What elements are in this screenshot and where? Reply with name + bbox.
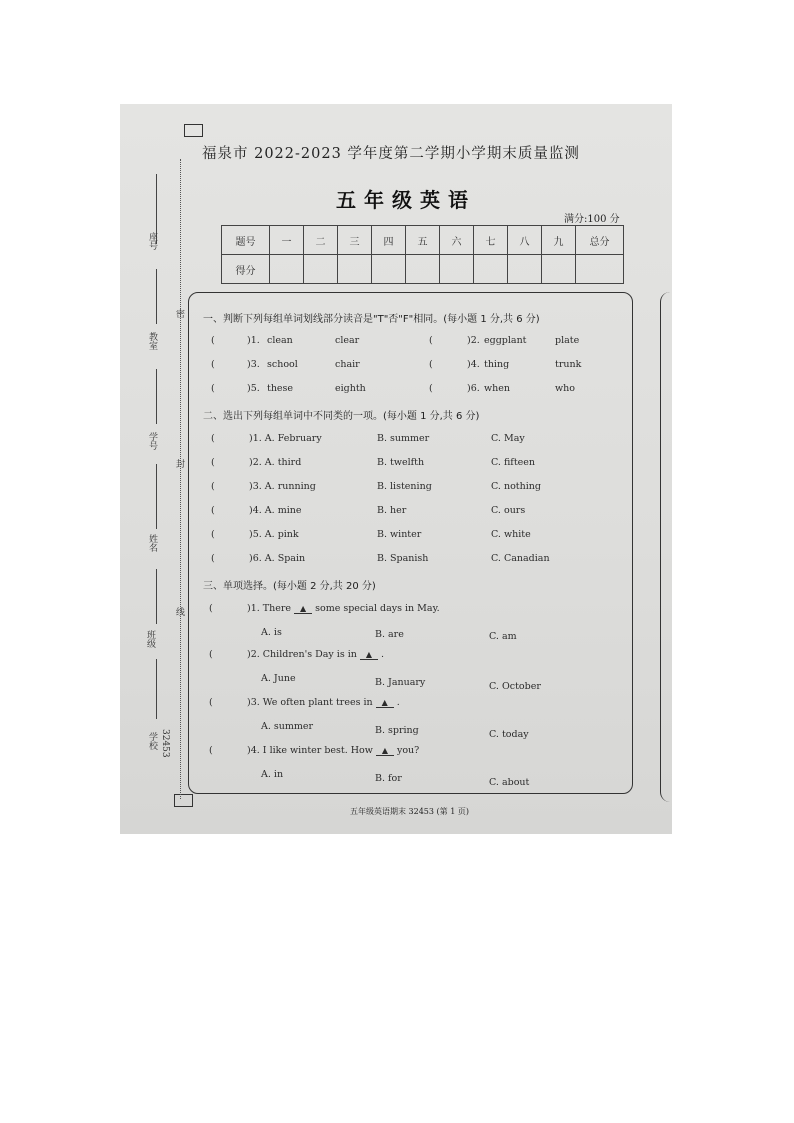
fill-line-name: [156, 464, 157, 529]
paren: (: [429, 359, 433, 370]
option-a: A. June: [261, 673, 296, 684]
score-cell: 一: [270, 226, 304, 255]
full-score: 满分:100 分: [564, 214, 620, 225]
label-name: 姓名: [147, 534, 157, 552]
option-a: )1. A. February: [249, 433, 322, 444]
stem-before: )1. There: [247, 603, 292, 614]
option-b: B. twelfth: [377, 457, 425, 468]
seal-text-mi: 密: [174, 309, 184, 318]
answer-blank[interactable]: ▲: [376, 746, 394, 756]
item-number: )2.: [467, 335, 480, 346]
option-a: A. summer: [261, 721, 314, 732]
option-b: B. summer: [377, 433, 430, 444]
score-cell: 八: [508, 226, 542, 255]
option-b: B. listening: [377, 481, 432, 492]
score-table-score-row: [222, 255, 624, 284]
word-a: school: [267, 359, 298, 370]
paren: (: [209, 745, 213, 756]
score-input[interactable]: [304, 255, 338, 284]
word-b: clear: [335, 335, 360, 346]
option-b: B. her: [377, 505, 407, 516]
answer-blank[interactable]: ▲: [294, 604, 312, 614]
question-stem: [247, 745, 419, 756]
option-c: C. white: [491, 529, 531, 540]
score-cell: 九: [542, 226, 576, 255]
stem-before: )2. Children's Day is in: [247, 649, 357, 660]
stem-after: you?: [396, 745, 420, 756]
paren: (: [211, 335, 215, 346]
corner-mark-bottom: [174, 794, 193, 807]
stem-after: .: [396, 697, 400, 708]
stem-after: .: [380, 649, 384, 660]
score-input[interactable]: [542, 255, 576, 284]
option-b: B. are: [375, 629, 404, 640]
option-b: B. winter: [377, 529, 422, 540]
option-c: C. today: [489, 729, 529, 740]
score-input[interactable]: [576, 255, 624, 284]
paren: (: [211, 481, 215, 492]
label-class: 班级: [145, 630, 155, 648]
option-c: C. May: [491, 433, 525, 444]
stem-before: )3. We often plant trees in: [247, 697, 373, 708]
option-b: B. spring: [375, 725, 419, 736]
word-b: who: [555, 383, 575, 394]
score-input[interactable]: [338, 255, 372, 284]
word-b: eighth: [335, 383, 366, 394]
option-c: C. October: [489, 681, 541, 692]
answer-blank[interactable]: ▲: [376, 698, 394, 708]
score-cell: 二: [304, 226, 338, 255]
option-c: C. Canadian: [491, 553, 550, 564]
seal-line: [180, 159, 181, 799]
fill-line-class: [156, 569, 157, 624]
label-room: 教室: [147, 332, 157, 350]
answer-blank[interactable]: ▲: [360, 650, 378, 660]
option-b: B. for: [375, 773, 402, 784]
item-number: )5.: [247, 383, 260, 394]
option-c: C. nothing: [491, 481, 541, 492]
question-stem: [247, 649, 384, 660]
page-footer: 五年级英语期末 32453 (第 1 页): [350, 807, 469, 816]
exam-code: 32453: [160, 729, 170, 758]
score-cell: 总分: [576, 226, 624, 255]
paren: (: [211, 433, 215, 444]
paren: (: [209, 649, 213, 660]
score-table: [221, 225, 624, 284]
option-a: )4. A. mine: [249, 505, 302, 516]
score-input[interactable]: [474, 255, 508, 284]
score-cell: 四: [372, 226, 406, 255]
item-number: )6.: [467, 383, 480, 394]
option-a: A. in: [261, 769, 284, 780]
option-a: A. is: [261, 627, 282, 638]
word-b: chair: [335, 359, 360, 370]
option-b: B. January: [375, 677, 426, 688]
option-c: C. am: [489, 631, 517, 642]
score-table-header-row: [222, 226, 624, 255]
section-2-heading: 二、选出下列每组单词中不同类的一项。(每小题 1 分,共 6 分): [203, 411, 480, 422]
word-a: eggplant: [484, 335, 527, 346]
option-c: C. about: [489, 777, 530, 788]
word-b: trunk: [555, 359, 582, 370]
exam-title: 福泉市 2022-2023 学年度第二学期小学期末质量监测: [202, 146, 580, 162]
score-cell: 题号: [222, 226, 270, 255]
option-a: )5. A. pink: [249, 529, 299, 540]
option-a: )6. A. Spain: [249, 553, 306, 564]
paren: (: [429, 335, 433, 346]
fill-line-room: [156, 269, 157, 324]
exam-paper: [120, 104, 672, 834]
paren: (: [211, 359, 215, 370]
option-c: C. ours: [491, 505, 526, 516]
seal-text-xian: 线: [174, 607, 184, 616]
paren: (: [211, 383, 215, 394]
corner-mark-top: [184, 124, 203, 137]
paren: (: [211, 553, 215, 564]
paren: (: [209, 603, 213, 614]
paren: (: [209, 697, 213, 708]
score-input[interactable]: [406, 255, 440, 284]
question-stem: [247, 697, 400, 708]
stem-after: some special days in May.: [315, 603, 440, 614]
score-input[interactable]: [440, 255, 474, 284]
seal-text-feng: 封: [174, 459, 184, 468]
score-input[interactable]: [270, 255, 304, 284]
paren: (: [211, 529, 215, 540]
label-seat: 座号: [147, 232, 157, 250]
option-c: C. fifteen: [491, 457, 536, 468]
score-input[interactable]: [372, 255, 406, 284]
label-student-no: 学号: [147, 432, 157, 450]
score-cell: 五: [406, 226, 440, 255]
option-a: )2. A. third: [249, 457, 302, 468]
score-cell: 三: [338, 226, 372, 255]
fill-line-school: [156, 659, 157, 719]
stem-before: )4. I like winter best. How: [247, 745, 373, 756]
question-stem: [247, 603, 440, 614]
word-a: clean: [267, 335, 293, 346]
exam-subtitle: 五年级英语: [336, 188, 476, 212]
next-page-edge: [660, 292, 672, 802]
option-b: B. Spanish: [377, 553, 429, 564]
word-a: these: [267, 383, 294, 394]
paren: (: [211, 505, 215, 516]
word-a: thing: [484, 359, 510, 370]
score-label: 得分: [222, 255, 270, 284]
section-3-heading: 三、单项选择。(每小题 2 分,共 20 分): [203, 581, 376, 592]
item-number: )3.: [247, 359, 260, 370]
score-input[interactable]: [508, 255, 542, 284]
label-school: 学校: [147, 732, 157, 750]
option-a: )3. A. running: [249, 481, 316, 492]
paren: (: [429, 383, 433, 394]
question-box: [188, 292, 633, 794]
word-b: plate: [555, 335, 580, 346]
item-number: )1.: [247, 335, 260, 346]
fill-line-student-no: [156, 369, 157, 424]
exam-photo: [120, 104, 672, 834]
section-1-heading: 一、判断下列每组单词划线部分读音是"T"否"F"相同。(每小题 1 分,共 6 分): [203, 314, 540, 325]
score-cell: 七: [474, 226, 508, 255]
score-cell: 六: [440, 226, 474, 255]
word-a: when: [484, 383, 510, 394]
item-number: )4.: [467, 359, 480, 370]
paren: (: [211, 457, 215, 468]
